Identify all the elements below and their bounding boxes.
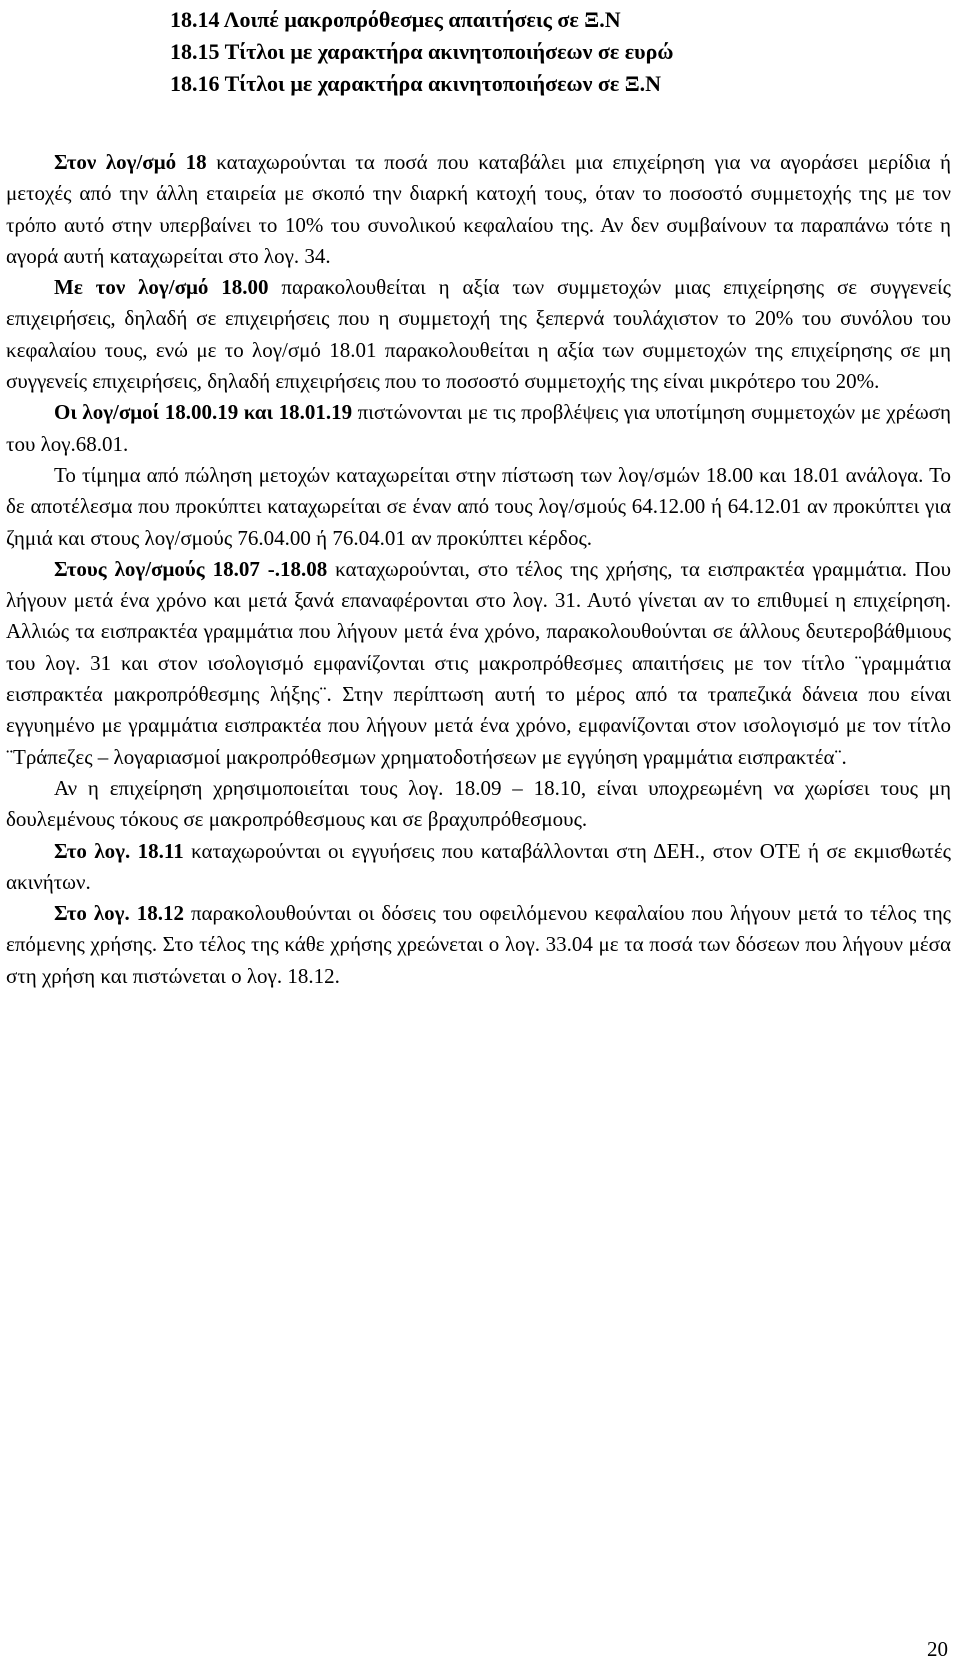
paragraph-text: καταχωρούνται τα ποσά που καταβάλει μια επιχείρηση για να αγοράσει μερίδια ή μετοχές από την άλλη εταιρεία με σκοπό την διαρκή κατοχή τους, όταν το ποσοστό συμμετοχής της με τον τρόπο αυτό στην υπερβαίνει το 10% του συνολικού κεφαλαίου της. Αν δεν συμβαίνουν τα παραπάνω τότε η αγορά αυτή καταχωρείται στο λογ. 34. xyxy=(6,150,951,268)
account-heading-list xyxy=(170,4,673,100)
paragraph-account-18 xyxy=(6,147,951,272)
paragraph-lead: Με τον λογ/σμό 18.00 xyxy=(54,275,269,300)
paragraph-account-18-12 xyxy=(6,898,951,992)
paragraph-text: καταχωρούνται, στο τέλος της χρήσης, τα εισπρακτέα γραμμάτια. Που λήγουν μετά ένα χρόνο και μετά ξανά επαναφέρονται στο λογ. 31. Αυτό γίνεται αν το επιθυμεί η επιχείρηση. Αλλιώς τα εισπρακτέα γραμμάτια που λήγουν μετά ένα χρόνο, παρακολουθούνται σε άλλους δευτεροβάθμιους του λογ. 31 και στον ισολογισμό εμφανίζονται στις μακροπρόθεσμες απαιτήσεις με τον τίτλο ¨γραμμάτια εισπρακτέα μακροπρόθεσμης λήξης¨. Στην περίπτωση αυτή το μέρος από τα τραπεζικά δάνεια που είναι εγγυημένο με γραμμάτια εισπρακτέα που λήγουν μετά ένα χρόνο, εμφανίζονται στον ισολογισμό με τον τίτλο ¨Τράπεζες – λογαριασμοί μακροπρόθεσμων χρηματοδοτήσεων με εγγύηση γραμμάτια εισπρακτέα¨. xyxy=(6,556,951,769)
paragraph-text: παρακολουθούνται οι δόσεις του οφειλόμενου κεφαλαίου που λήγουν μετά το τέλος της επόμενης χρήσης. Στο τέλος της κάθε χρήσης χρεώνεται ο λογ. 33.04 με τα ποσά των δόσεων που λήγουν μέσα στη χρήση και πιστώνεται ο λογ. 18.12. xyxy=(6,901,951,988)
paragraph-account-18-00 xyxy=(6,272,951,397)
paragraph-text: πιστώνονται με τις προβλέψεις για υποτίμηση συμμετοχών με χρέωση του λογ.68.01. xyxy=(6,400,951,456)
paragraph-lead: Στους λογ/σμούς 18.07 -.18.08 xyxy=(54,556,328,581)
paragraph-sale-price xyxy=(6,460,951,554)
account-heading-18-14: 18.14 Λοιπέ μακροπρόθεσμες απαιτήσεις σε Ξ.Ν xyxy=(170,7,621,32)
paragraph-accounts-18-00-19 xyxy=(6,397,951,460)
page-number: 20 xyxy=(927,1637,948,1661)
account-heading-18-15: 18.15 Τίτλοι με χαρακτήρα ακινητοποιήσεων σε ευρώ xyxy=(170,39,674,64)
account-heading-18-16: 18.16 Τίτλοι με χαρακτήρα ακινητοποιήσεων σε Ξ.Ν xyxy=(170,71,662,96)
paragraph-accounts-18-09 xyxy=(6,773,951,836)
paragraph-text: καταχωρούνται οι εγγυήσεις που καταβάλλονται στη ΔΕΗ., στον ΟΤΕ ή σε εκμισθωτές ακινήτων. xyxy=(6,838,951,894)
body-text xyxy=(6,147,951,992)
paragraph-account-18-11 xyxy=(6,836,951,899)
paragraph-lead: Στο λογ. 18.12 xyxy=(54,901,184,926)
paragraph-text: Το τίμημα από πώληση μετοχών καταχωρείται στην πίστωση των λογ/σμών 18.00 και 18.01 ανάλογα. Το δε αποτέλεσμα που προκύπτει καταχωρείται σε έναν από τους λογ/σμούς 64.12.00 ή 64.12.01 αν προκύπτει για ζημιά και στους λογ/σμούς 76.04.00 ή 76.04.01 αν προκύπτει κέρδος. xyxy=(6,462,951,550)
paragraph-text: Αν η επιχείρηση χρησιμοποιείται τους λογ. 18.09 – 18.10, είναι υποχρεωμένη να χωρίσει τους μη δουλεμένους τόκους σε μακροπρόθεσμους και σε βραχυπρόθεσμους. xyxy=(6,775,951,832)
paragraph-text: παρακολουθείται η αξία των συμμετοχών μιας επιχείρησης σε συγγενείς επιχειρήσεις, δηλαδή σε επιχειρήσεις που η συμμετοχή της ξεπερνά τουλάχιστον το 20% του συνόλου του κεφαλαίου τους, ενώ με το λογ/σμό 18.01 παρακολουθείται η αξία των συμμετοχών της επιχείρησης σε μη συγγενείς επιχειρήσεις, δηλαδή επιχειρήσεις που το ποσοστό συμμετοχής της είναι μικρότερο του 20%. xyxy=(6,275,951,394)
paragraph-lead: Στο λογ. 18.11 xyxy=(54,838,184,863)
paragraph-lead: Στον λογ/σμό 18 xyxy=(54,150,207,174)
paragraph-lead: Οι λογ/σμοί 18.00.19 και 18.01.19 xyxy=(54,400,353,425)
paragraph-accounts-18-07 xyxy=(6,554,951,773)
